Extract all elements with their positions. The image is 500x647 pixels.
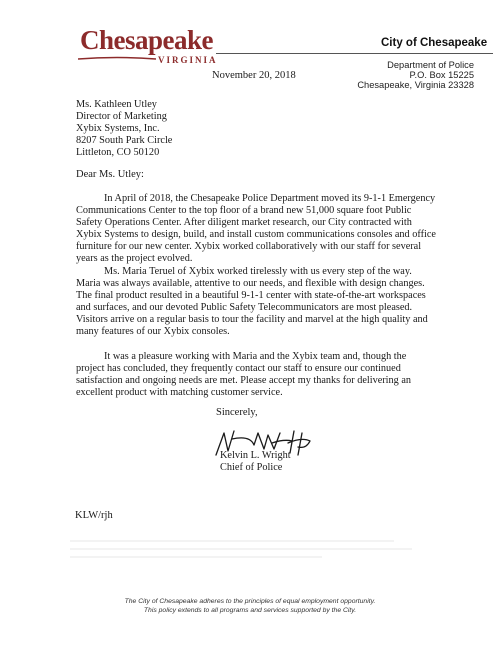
recipient-title: Director of Marketing bbox=[76, 110, 167, 122]
recipient-city: Littleton, CO 50120 bbox=[76, 146, 160, 158]
footer-line-1: The City of Chesapeake adheres to the principles of equal employment opportunity. bbox=[124, 598, 376, 605]
logo-state: VIRGINIA bbox=[158, 55, 218, 65]
letter-date: November 20, 2018 bbox=[212, 70, 296, 81]
letterhead-divider bbox=[216, 53, 493, 54]
department-address bbox=[357, 60, 474, 90]
faded-text-area bbox=[70, 540, 430, 570]
body-paragraph-3: It was a pleasure working with Maria and the Xybix team and, though the project has concluded, they frequently contact our staff to ensure our continued satisfaction and ongoing needs are met. Please accept my thanks for delivering an excellent product with matching customer service. bbox=[76, 351, 412, 398]
signer-name: Kelvin L. Wright bbox=[220, 450, 291, 461]
recipient-company: Xybix Systems, Inc. bbox=[76, 122, 160, 134]
closing: Sincerely, bbox=[216, 407, 258, 418]
eeo-footer bbox=[0, 597, 500, 615]
reference-initials: KLW/rjh bbox=[75, 510, 113, 521]
city-name: City of Chesapeake bbox=[381, 37, 488, 49]
salutation: Dear Ms. Utley: bbox=[76, 169, 144, 180]
signature-block bbox=[220, 450, 291, 473]
footer-line-2: This policy extends to all programs and services supported by the City. bbox=[143, 607, 357, 614]
body-paragraph-2: Ms. Maria Teruel of Xybix worked tirelessly with us every step of the way. Maria was always available, attentive to our needs, and flexible with design changes. The final product resulted in a beautiful 9-1-1 center with state-of-the-art workspaces and surfaces, and our devoted Public Safety Telecommunicators are most pleased. Visitors arrive on a regular basis to tour the facility and marvel at the high quality and many features of our Xybix consoles. bbox=[76, 266, 428, 337]
department-po-box: P.O. Box 15225 bbox=[409, 70, 474, 80]
signer-title: Chief of Police bbox=[220, 461, 283, 473]
logo-swoosh-icon bbox=[78, 56, 156, 62]
logo-wordmark: Chesapeake bbox=[80, 25, 214, 55]
city-logo bbox=[80, 26, 230, 66]
recipient-name: Ms. Kathleen Utley bbox=[76, 99, 157, 110]
body-paragraph-1: In April of 2018, the Chesapeake Police Department moved its 9-1-1 Emergency Communications Center to the top floor of a brand new 51,000 square foot Public Safety Operations Center. After diligent market research, our City contracted with Xybix Systems to design, build, and install custom communications consoles and office furniture for our new center. Xybix worked collaboratively with our staff for several years as the project evolved. bbox=[76, 193, 436, 264]
department-city: Chesapeake, Virginia 23328 bbox=[357, 80, 474, 90]
recipient-address bbox=[76, 99, 172, 159]
department-name: Department of Police bbox=[387, 60, 474, 70]
recipient-street: 8207 South Park Circle bbox=[76, 134, 173, 146]
